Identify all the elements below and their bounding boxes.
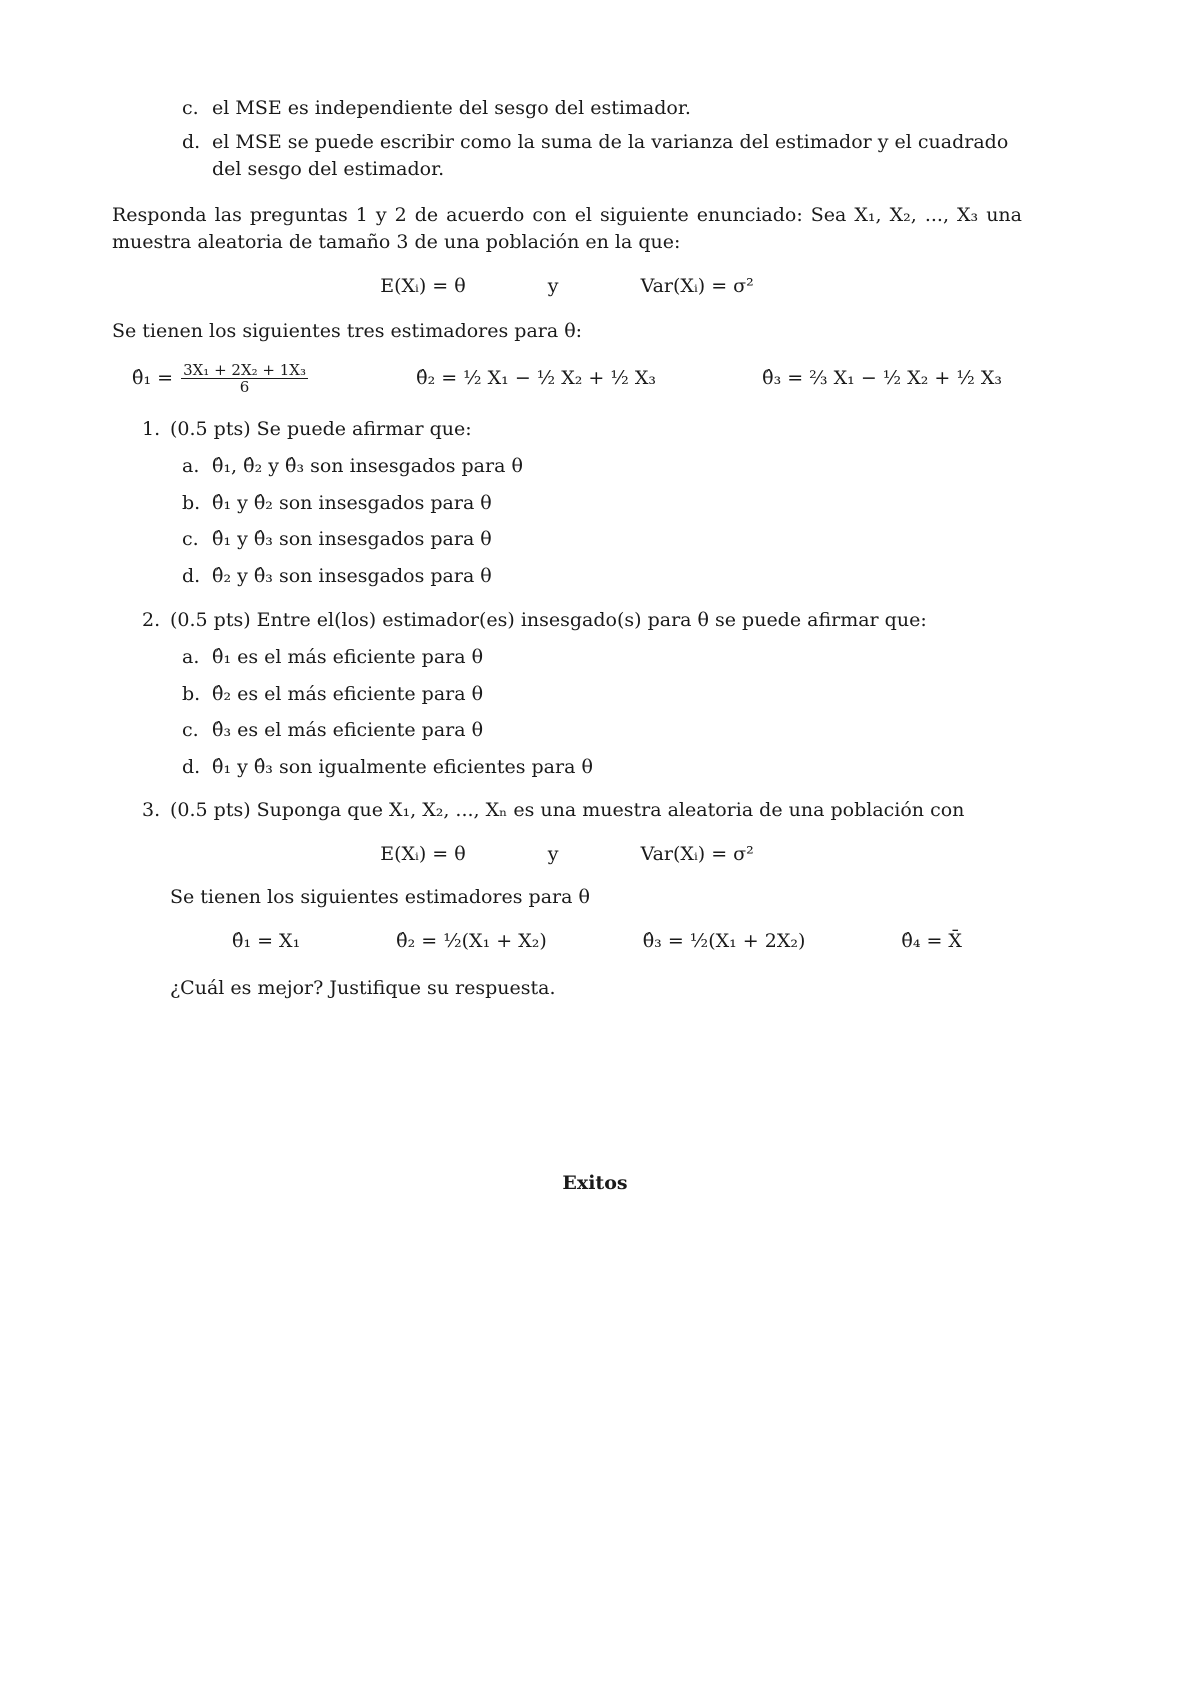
estimators-intro: Se tienen los siguientes tres estimadores para θ: — [112, 320, 583, 343]
option-label: c. — [182, 97, 199, 119]
answer-option: d. θ̂₁ y θ̂₃ son igualmente eficientes para θ — [182, 755, 593, 778]
intro-paragraph: Responda las preguntas 1 y 2 de acuerdo con el siguiente enunciado: Sea X₁, X₂, ..., X₃ una muestra aleatoria de tamaño 3 de una población en la que: — [112, 203, 1022, 254]
option-text: el MSE es independiente del sesgo del estimador. — [212, 97, 691, 119]
question-text: (0.5 pts) Se puede afirmar que: — [170, 417, 472, 440]
question-number: 3. — [142, 799, 161, 822]
question-1 — [112, 416, 1022, 591]
estimator-1: θ̂₁ = $\frac{\text{3X₁ + 2X₂ + 1X₃}}{6}$ — [132, 360, 306, 397]
question-text: (0.5 pts) Suponga que X₁, X₂, ..., Xₙ es una muestra aleatoria de una población con — [170, 799, 965, 822]
q3-closing: ¿Cuál es mejor? Justifique su respuesta. — [170, 977, 556, 1000]
answer-option: c. θ̂₃ es el más eficiente para θ — [182, 719, 484, 742]
estimator-3: θ̂₃ = ⅔ X₁ − ½ X₂ + ½ X₃ — [762, 367, 1002, 390]
intro-formula — [112, 273, 1022, 301]
q3-subtext: Se tienen los siguientes estimadores para θ — [170, 886, 590, 909]
q3-estimator-4: θ̂₄ = X̄ — [901, 929, 962, 952]
q3-estimator-2: θ̂₂ = ½(X₁ + X₂) — [396, 929, 547, 952]
answer-option: d. θ̂₂ y θ̂₃ son insesgados para θ — [182, 565, 492, 588]
question-number: 2. — [142, 608, 161, 631]
answer-option: b. θ̂₂ es el más eficiente para θ — [182, 682, 484, 705]
answer-option: c. θ̂₁ y θ̂₃ son insesgados para θ — [182, 528, 492, 551]
option-text: el MSE se puede escribir como la suma de la varianza del estimador y el cuadrado del sesgo del estimador. — [212, 130, 1009, 181]
formula-mid: y — [547, 274, 559, 297]
q3-estimator-1: θ̂₁ = X₁ — [232, 929, 301, 952]
answer-option: a. θ̂₁, θ̂₂ y θ̂₃ son insesgados para θ — [182, 455, 523, 478]
question-3 — [112, 797, 1022, 1003]
option-item — [182, 129, 1022, 184]
question-2 — [112, 607, 1022, 782]
estimator-2: θ̂₂ = ½ X₁ − ½ X₂ + ½ X₃ — [416, 367, 656, 390]
q3-estimators-row — [232, 928, 962, 956]
question-number: 1. — [142, 417, 161, 440]
formula-left: E(Xᵢ) = θ — [380, 274, 466, 297]
answer-option: a. θ̂₁ es el más eficiente para θ — [182, 646, 484, 669]
closing-text: Exitos — [562, 1172, 628, 1194]
estimators-row — [132, 362, 1002, 396]
option-item — [182, 95, 1022, 123]
formula-right: Var(Xᵢ) = σ² — [640, 274, 754, 297]
answer-option: b. θ̂₁ y θ̂₂ son insesgados para θ — [182, 491, 492, 514]
q3-formula: E(Xᵢ) = θ y Var(Xᵢ) = σ² — [380, 842, 754, 865]
question-text: (0.5 pts) Entre el(los) estimador(es) insesgado(s) para θ se puede afirmar que: — [170, 608, 927, 631]
q3-estimator-3: θ̂₃ = ½(X₁ + 2X₂) — [642, 929, 806, 952]
option-label: d. — [182, 130, 201, 153]
exam-page — [112, 95, 1022, 1003]
